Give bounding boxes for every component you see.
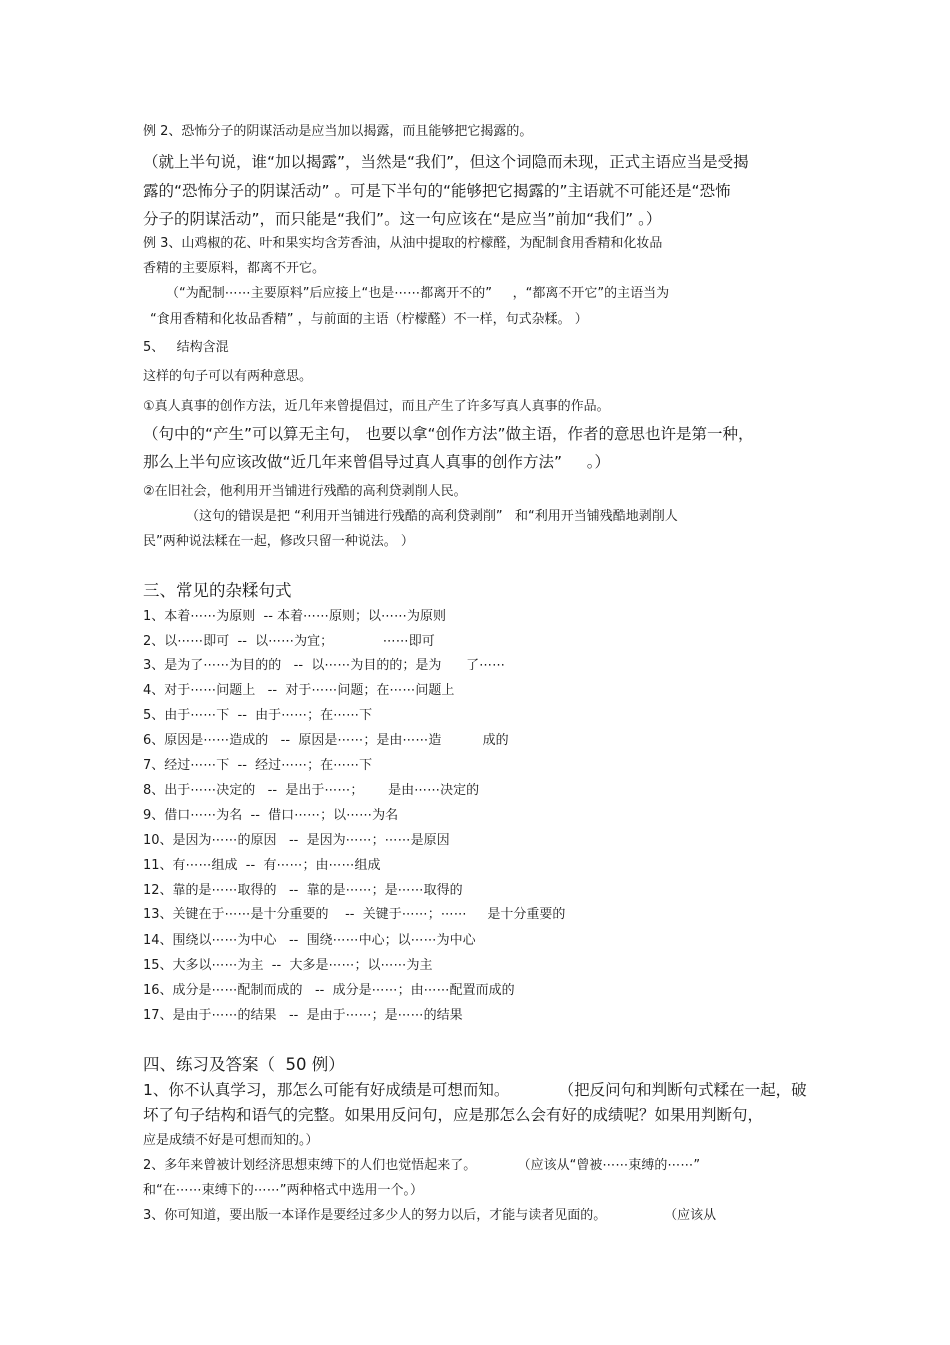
text-line: ②在旧社会，他利用开当铺进行残酷的高利贷剥削人民。: [143, 484, 467, 499]
list-item: 6、原因是⋯⋯造成的 -- 原因是⋯⋯；是由⋯⋯造 成的: [143, 733, 509, 748]
text-line: 例 2、恐怖分子的阴谋活动是应当加以揭露，而且能够把它揭露的。: [143, 124, 533, 139]
text-line: 露的“恐怖分子的阴谋活动” 。可是下半句的“能够把它揭露的”主语就不可能还是“恐怖: [143, 182, 731, 200]
text-line: 5、 结构含混: [143, 340, 229, 355]
text-line: （句中的“产生”可以算无主句， 也要以拿“创作方法”做主语，作者的意思也许是第一种，: [143, 425, 754, 443]
list-item: 1、本着⋯⋯为原则 -- 本着⋯⋯原则；以⋯⋯为原则: [143, 609, 447, 624]
list-item: 14、围绕以⋯⋯为中心 -- 围绕⋯⋯中心；以⋯⋯为中心: [143, 933, 476, 948]
text-line: 例 3、山鸡椒的花、叶和果实均含芳香油，从油中提取的柠檬醛，为配制食用香精和化妆品: [143, 236, 663, 251]
text-line: 2、多年来曾被计划经济思想束缚下的人们也觉悟起来了。 （应该从“曾被⋯⋯束缚的⋯⋯”: [143, 1158, 701, 1173]
list-item: 7、经过⋯⋯下 -- 经过⋯⋯；在⋯⋯下: [143, 758, 373, 773]
list-item: 9、借口⋯⋯为名 -- 借口⋯⋯；以⋯⋯为名: [143, 808, 399, 823]
text-line: （就上半句说，谁“加以揭露”，当然是“我们”，但这个词隐而未现，正式主语应当是受揭: [143, 153, 749, 171]
list-item: 3、是为了⋯⋯为目的的 -- 以⋯⋯为目的的；是为 了⋯⋯: [143, 658, 506, 673]
list-item: 5、由于⋯⋯下 -- 由于⋯⋯；在⋯⋯下: [143, 708, 373, 723]
list-item: 10、是因为⋯⋯的原因 -- 是因为⋯⋯；⋯⋯是原因: [143, 833, 450, 848]
text-line: 和“在⋯⋯束缚下的⋯⋯”两种格式中选用一个。）: [143, 1183, 423, 1198]
list-item: 17、是由于⋯⋯的结果 -- 是由于⋯⋯；是⋯⋯的结果: [143, 1008, 463, 1023]
section-heading: 四、练习及答案（ 50 例）: [143, 1055, 345, 1074]
list-item: 4、对于⋯⋯问题上 -- 对于⋯⋯问题；在⋯⋯问题上: [143, 683, 455, 698]
list-item: 11、有⋯⋯组成 -- 有⋯⋯；由⋯⋯组成: [143, 858, 381, 873]
text-line: 1、你不认真学习，那怎么可能有好成绩是可想而知。 （把反问句和判断句式糅在一起，破: [143, 1081, 807, 1099]
list-item: 13、关键在于⋯⋯是十分重要的 -- 关键于⋯⋯；⋯⋯ 是十分重要的: [143, 907, 566, 922]
text-line: “食用香精和化妆品香精” ，与前面的主语（柠檬醛）不一样，句式杂糅。 ）: [150, 312, 588, 327]
text-line: 坏了句子结构和语气的完整。如果用反问句，应是那怎么会有好的成绩呢？如果用判断句，: [143, 1106, 764, 1124]
text-line: 应是成绩不好是可想而知的。）: [143, 1133, 319, 1148]
section-heading: 三、常见的杂糅句式: [143, 581, 292, 600]
text-line: 香精的主要原料，都离不开它。: [143, 261, 326, 276]
text-line: 民”两种说法糅在一起，修改只留一种说法。 ）: [143, 534, 414, 549]
text-line: （“为配制⋯⋯主要原料”后应接上“也是⋯⋯都离开不的” ，“都离不开它”的主语当为: [166, 286, 670, 301]
list-item: 12、靠的是⋯⋯取得的 -- 靠的是⋯⋯；是⋯⋯取得的: [143, 883, 463, 898]
list-item: 8、出于⋯⋯决定的 -- 是出于⋯⋯； 是由⋯⋯决定的: [143, 783, 480, 798]
text-line: 这样的句子可以有两种意思。: [143, 369, 313, 384]
list-item: 2、以⋯⋯即可 -- 以⋯⋯为宜； ⋯⋯即可: [143, 634, 435, 649]
text-line: （这句的错误是把 “利用开当铺进行残酷的高利贷剥削” 和“利用开当铺残酷地剥削人: [186, 509, 678, 524]
list-item: 15、大多以⋯⋯为主 -- 大多是⋯⋯；以⋯⋯为主: [143, 958, 433, 973]
list-item: 16、成分是⋯⋯配制而成的 -- 成分是⋯⋯；由⋯⋯配置而成的: [143, 983, 515, 998]
text-line: ①真人真事的创作方法，近几年来曾提倡过，而且产生了许多写真人真事的作品。: [143, 399, 610, 414]
text-line: 3、你可知道，要出版一本译作是要经过多少人的努力以后，才能与读者见面的。 （应该从: [143, 1208, 717, 1223]
text-line: 分子的阴谋活动”，而只能是“我们”。这一句应该在“是应当”前加“我们” 。）: [143, 210, 662, 228]
text-line: 那么上半句应该改做“近几年来曾倡导过真人真事的创作方法” 。）: [143, 453, 610, 471]
